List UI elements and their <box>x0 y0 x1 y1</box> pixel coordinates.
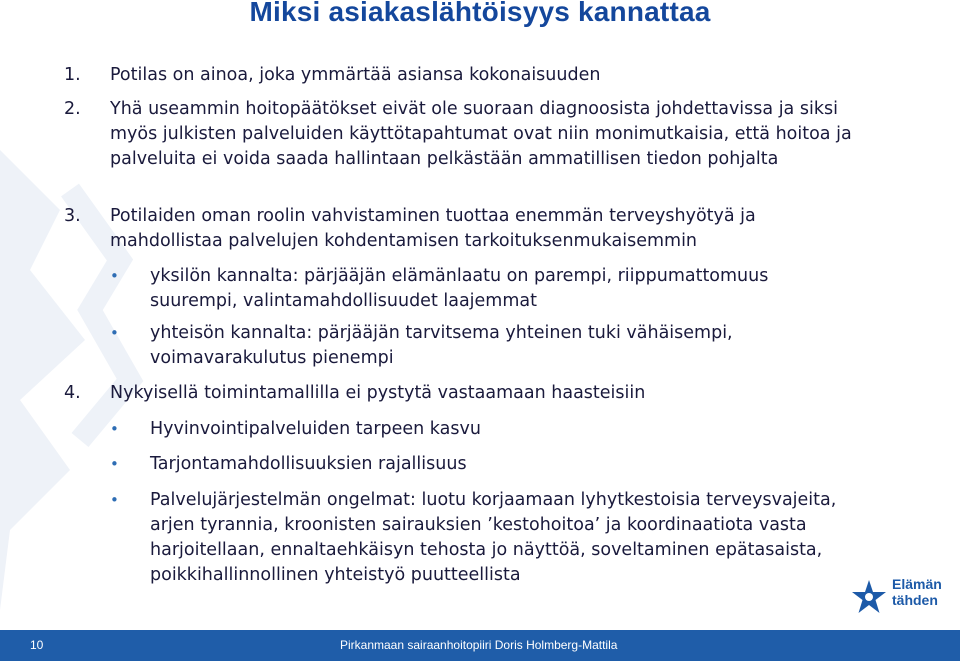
sub-item <box>0 417 900 442</box>
item-number: 1. <box>64 65 81 85</box>
logo-text-line2: tähden <box>892 592 938 608</box>
sub-item-text: yksilön kannalta: pärjääjän elämänlaatu on parempi, riippumattomuus suurempi, valintamahdollisuudet laajemmat <box>150 266 769 311</box>
sub-item <box>0 264 900 314</box>
item-text: Nykyisellä toimintamallilla ei pystytä vastaamaan haasteisiin <box>110 383 646 403</box>
list-item-3 <box>0 204 900 254</box>
item-number: 4. <box>64 383 81 403</box>
sub-item <box>0 452 900 477</box>
item-number: 3. <box>64 206 81 226</box>
bullet-icon: • <box>110 267 119 285</box>
item-text: Potilaiden oman roolin vahvistaminen tuottaa enemmän terveyshyötyä ja mahdollistaa palvelujen kohdentamisen tarkoituksenmukaisemmin <box>110 206 756 251</box>
page-number: 10 <box>30 638 44 652</box>
logo-text-line1: Elämän <box>892 576 942 592</box>
slide-title: Miksi asiakaslähtöisyys kannattaa <box>249 0 711 27</box>
sub-item-text: Tarjontamahdollisuuksien rajallisuus <box>150 454 467 474</box>
footer-text: Pirkanmaan sairaanhoitopiiri Doris Holmberg-Mattila <box>340 638 618 652</box>
bullet-icon: • <box>110 324 119 342</box>
bullet-icon: • <box>110 420 119 438</box>
footer-bar <box>0 630 960 661</box>
sub-item-text: Hyvinvointipalveluiden tarpeen kasvu <box>150 419 481 439</box>
sub-item <box>0 321 900 371</box>
star-logo-icon <box>850 578 888 616</box>
item-number: 2. <box>64 99 81 119</box>
sub-item-text: yhteisön kannalta: pärjääjän tarvitsema yhteinen tuki vähäisempi, voimavarakulutus pienempi <box>150 323 733 368</box>
bullet-icon: • <box>110 491 119 509</box>
bullet-icon: • <box>110 455 119 473</box>
sub-item <box>0 488 900 588</box>
item-text: Potilas on ainoa, joka ymmärtää asiansa kokonaisuuden <box>110 65 601 85</box>
list-item-1 <box>0 63 900 88</box>
list-item-2 <box>0 97 900 197</box>
sub-item-text: Palvelujärjestelmän ongelmat: luotu korjaamaan lyhytkestoisia terveysvajeita, arjen tyrannia, kroonisten sairauksien ’kestohoitoa’ ja koordinaatiota vasta harjoitellaan, ennaltaehkäisyn tehosta jo näyttöä, soveltaminen epätasaista, poikkihallinnollinen yhteistyö puutteellista <box>150 490 837 585</box>
list-item-4 <box>0 381 900 406</box>
item-text: Yhä useammin hoitopäätökset eivät ole suoraan diagnoosista johdettavissa ja siksi myös julkisten palveluiden käyttötapahtumat ovat niin monimutkaisia, että hoitoa ja palveluita ei voida saada hallintaan pelkästään ammatillisen tiedon pohjalta <box>110 99 852 169</box>
